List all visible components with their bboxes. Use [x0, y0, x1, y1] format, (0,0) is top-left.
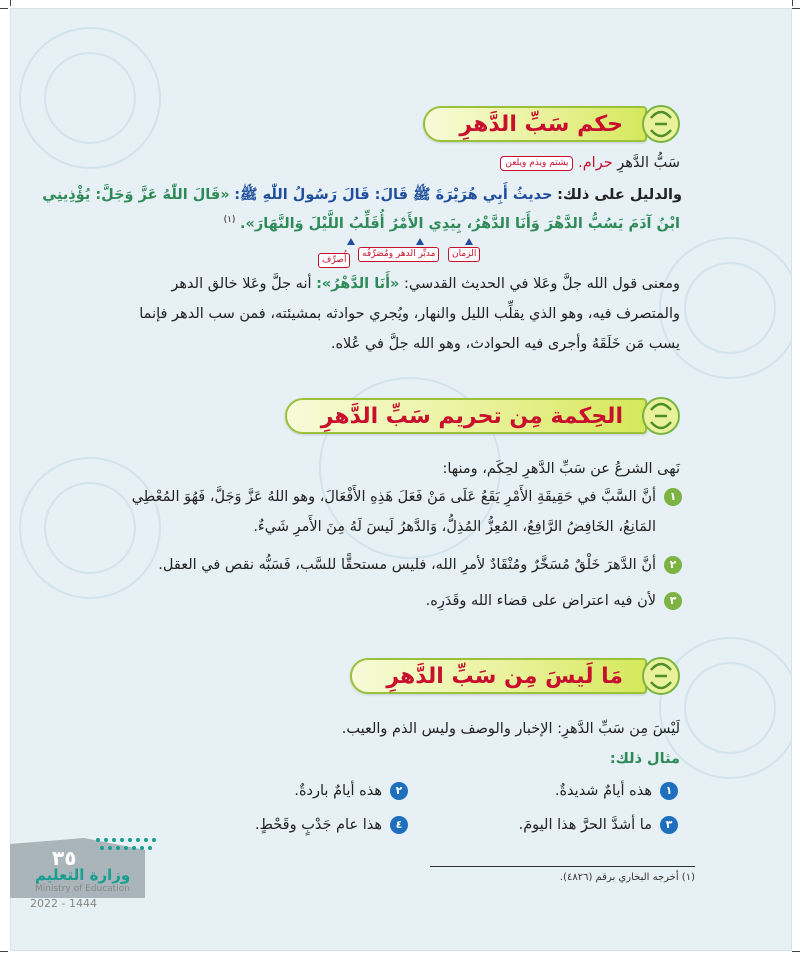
example-item-2	[294, 778, 408, 804]
wisdom-item-text: أنَّ السَّبَّ في حَقِيقَةِ الأَمْرِ يَقَعُ عَلَى مَنْ فَعَلَ هَذِهِ الأَفْعَالَ، وهو اللهُ عَزَّ وَجَلَّ، فَهُوَ المُعْطِي	[131, 489, 656, 505]
section-header	[320, 392, 685, 440]
meaning-line-2: والمتصرف فيه، وهو الذي يقلِّب الليل والنهار، ويُجري حوادثه بمشيئته، فمن سب الدهر فإنما	[139, 306, 680, 322]
hadith-line-2: ابْنُ آدَمَ يَسُبُّ الدَّهْرَ وَأَنَا الدَّهْرُ، بِيَدِي الأَمْرُ أُقَلِّبُ اللَّيْلَ وَالنَّهَارَ».	[240, 215, 680, 232]
item-number-badge: ١	[664, 488, 682, 506]
crop-mark	[792, 0, 793, 6]
not-insult-intro: لَيْسَ مِن سَبِّ الدَّهرِ: الإخبار والوصف وليس الذم والعيب.	[341, 721, 680, 737]
meaning-intro: ومعنى قول الله جلَّ وعَلا في الحديث القدسي:	[404, 276, 680, 292]
section-title-bar	[285, 398, 647, 434]
hadith-line	[224, 207, 680, 237]
evidence-line	[42, 182, 682, 208]
page-number: ٣٥	[52, 846, 77, 870]
section-title-bar	[423, 106, 647, 142]
wisdom-item-text: أنَّ الدَّهرَ خَلْقٌ مُسَخَّرٌ ومُنْقَادٌ لأمرِ الله، فليس مستحقًّا للسَّب، فَسَبُّه نقص في العقل.	[158, 557, 656, 573]
evidence-label: والدليل على ذلك:	[557, 187, 682, 203]
annotation-zaman: الزمان	[448, 247, 480, 262]
crop-mark	[0, 951, 8, 952]
footnote-divider	[430, 866, 695, 867]
ruling-tag: يشتم ويذم ويلعن	[500, 156, 573, 171]
wisdom-intro: نَهى الشرعُ عن سَبِّ الدَّهرِ لحِكَم، ومنها:	[442, 461, 680, 477]
wisdom-item-2	[158, 552, 682, 578]
annotation-arrow	[465, 238, 473, 245]
ruling-word: حرام.	[578, 155, 613, 171]
example-number-badge: ٤	[390, 816, 408, 834]
meaning-quote: «أَنَا الدَّهْرُ»:	[316, 276, 400, 292]
flower-ornament-icon	[637, 652, 685, 700]
example-text: هذه أيامٌ شديدةٌ.	[554, 783, 652, 799]
item-number-badge: ٣	[664, 592, 682, 610]
annotation-arrow	[347, 238, 355, 245]
edition-year: 2022 - 1444	[30, 897, 97, 910]
example-number-badge: ٣	[660, 816, 678, 834]
ministry-name-en: Ministry of Education	[35, 884, 130, 894]
crop-mark	[792, 951, 800, 952]
hadith-line-1: «قَالَ اللّٰهُ عَزَّ وَجَلَّ: يُؤْذِينِي	[42, 187, 230, 203]
annotation-mudabbir: مدبِّر الدهر ومُصَرِّفُه	[358, 247, 439, 262]
ministry-name: وزارة التعليم	[35, 866, 131, 884]
example-label: مثال ذلك:	[609, 751, 680, 767]
example-text: ما أشدَّ الحرَّ هذا اليومَ.	[518, 817, 652, 833]
meaning-line-1	[171, 271, 680, 297]
evidence-text: حديثُ أَبِي هُرَيْرَةَ ﷺ قَالَ: قَالَ رَسُولُ اللّٰهِ ﷺ:	[234, 187, 553, 203]
crop-mark	[10, 0, 11, 6]
example-number-badge: ١	[660, 782, 678, 800]
example-text: هذا عام جَدْبٍ وقَحْطٍ.	[254, 817, 382, 833]
annotation-usarrif: أُصرِّف	[318, 253, 350, 268]
section-title: مَا لَيسَ مِن سَبِّ الدَّهرِ	[386, 663, 623, 689]
section-title: الحِكمة مِن تحريم سَبِّ الدَّهرِ	[320, 403, 623, 429]
wisdom-item-1-cont: المَانِعُ، الخَافِضُ الرَّافِعُ، المُعِزُّ المُذِلُّ، وَالدَّهرُ لَيسَ لَهُ مِنَ الأَمرِ شَيءٌ.	[253, 519, 656, 535]
wisdom-item-3	[426, 588, 682, 614]
footnote: (١) أخرجه البخاري برقم (٤٨٢٦).	[559, 872, 695, 883]
example-text: هذه أيامٌ باردةٌ.	[294, 783, 382, 799]
footnote-ref: (١)	[223, 215, 236, 225]
example-item-1	[555, 778, 678, 804]
example-number-badge: ٢	[390, 782, 408, 800]
example-item-4	[255, 812, 408, 838]
section-title: حكم سَبِّ الدَّهرِ	[459, 111, 623, 137]
section-header	[405, 100, 685, 148]
section-title-bar	[350, 658, 647, 694]
section-header	[386, 652, 685, 700]
crop-mark	[0, 8, 8, 9]
ruling-text: سَبُّ الدَّهرِ	[617, 155, 680, 171]
flower-ornament-icon	[637, 392, 685, 440]
wisdom-item-text: لأن فيه اعتراض على قضاء الله وقَدَرِه.	[425, 593, 656, 609]
meaning-line-3: يسب مَن خَلَقَهُ وأجرى فيه الحوادث، وهو الله جلَّ في عُلاه.	[330, 336, 680, 352]
flower-ornament-icon	[637, 100, 685, 148]
ruling-line	[500, 150, 680, 176]
crop-mark	[792, 8, 800, 9]
meaning-line-1-rest: أنه جلَّ وعَلا خالق الدهر	[171, 276, 312, 292]
wisdom-item-1	[132, 484, 682, 510]
annotation-arrow	[416, 238, 424, 245]
item-number-badge: ٢	[664, 556, 682, 574]
ministry-logo-icon	[92, 832, 162, 858]
example-item-3	[519, 812, 678, 838]
